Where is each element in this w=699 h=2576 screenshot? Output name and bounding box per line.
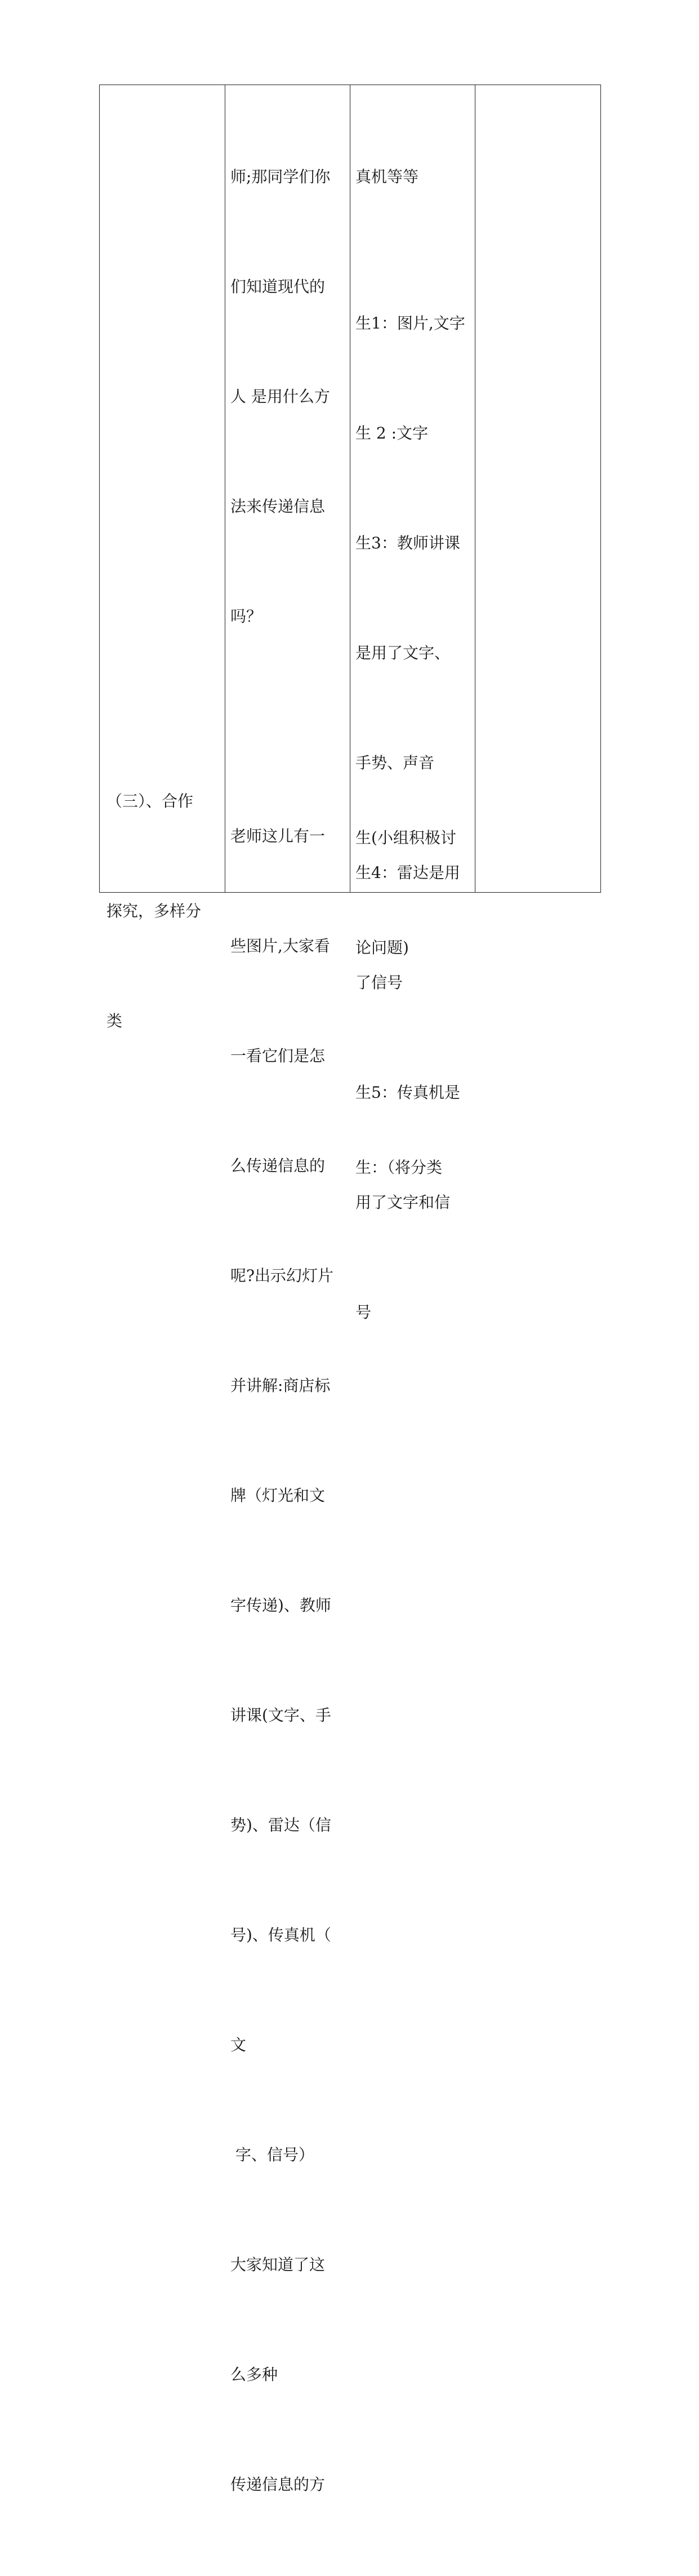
student-line: 生1：图片,文字: [355, 314, 465, 332]
teacher-line: 吗？: [230, 607, 262, 626]
lesson-table: [99, 85, 601, 2494]
student-line: 用了文字和信: [355, 1193, 451, 1212]
student-line: 号: [355, 1303, 372, 1322]
notes-column: [480, 85, 596, 892]
student-line: 生3：教师讲课: [355, 534, 460, 552]
student-line: 生 2 :文字: [355, 424, 429, 442]
student-line: 是用了文字、: [355, 644, 451, 662]
student-line: [355, 1039, 471, 1076]
teacher-line: 么多种: [230, 2365, 278, 2384]
teacher-line: 字、信号）: [230, 2145, 314, 2164]
teacher-line: 大家知道了这: [230, 2255, 326, 2274]
teacher-line: 字传递)、教师: [230, 1596, 331, 1615]
teacher-line: 师;那同学们你: [230, 167, 331, 186]
teacher-line: 讲课(文字、手: [230, 1706, 331, 1724]
teacher-line: 牌（灯光和文: [230, 1486, 326, 1505]
teacher-column: [230, 85, 346, 2494]
stage-column: [106, 710, 222, 1030]
teacher-line: 并讲解:商店标: [230, 1376, 331, 1395]
teacher-line: 号)、传真机（: [230, 1926, 331, 1944]
teacher-line: 势)、雷达（信: [230, 1816, 331, 1834]
teacher-line: [230, 708, 346, 744]
student-line: 了信号: [355, 973, 403, 992]
student-line: 论问题): [355, 938, 409, 957]
student-line: 生：（将分类: [355, 1158, 443, 1177]
teacher-line: 人 是用什么方: [230, 387, 330, 406]
teacher-line: 法来传递信息: [230, 497, 326, 516]
teacher-line: 们知道现代的: [230, 277, 326, 296]
stage-line: 类: [106, 1012, 123, 1030]
teacher-line: 呢?出示幻灯片: [230, 1266, 334, 1285]
student-line: 生(小组积极讨: [355, 828, 456, 847]
teacher-line: 老师这儿有一: [230, 827, 326, 845]
student-line: 手势、声音: [355, 753, 435, 772]
teacher-line: 一看它们是怎: [230, 1047, 326, 1065]
student-line: 生5：传真机是: [355, 1083, 460, 1102]
teacher-line: 传递信息的方: [230, 2475, 326, 2494]
teacher-line: 么传递信息的: [230, 1156, 326, 1175]
teacher-line: 些图片,大家看: [230, 937, 330, 955]
teacher-line: 文: [230, 2036, 247, 2054]
stage-line: 探究，多样分: [106, 902, 202, 920]
stage-line: （三）、合作: [106, 792, 194, 810]
student-line: 生4：雷达是用: [355, 863, 460, 882]
student-line: 真机等等: [355, 167, 419, 186]
